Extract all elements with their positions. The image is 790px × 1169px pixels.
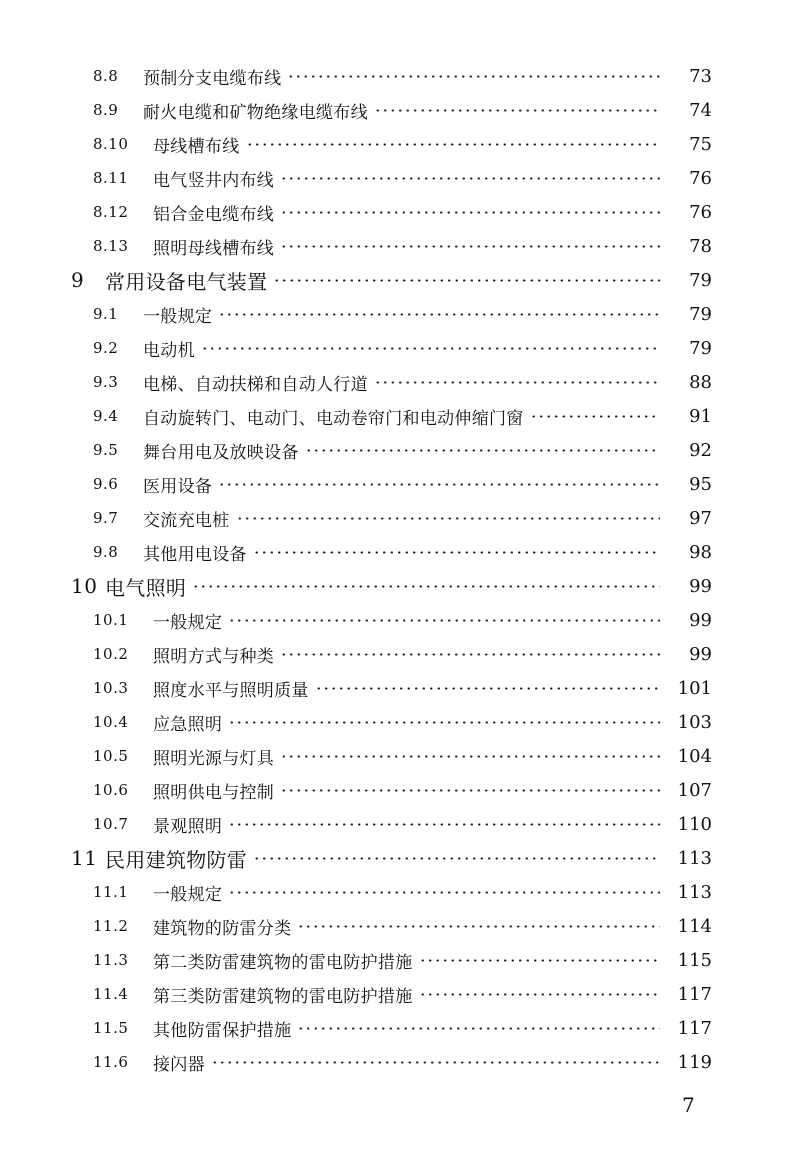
toc-entry-page: 91	[689, 405, 712, 427]
toc-entry-page: 79	[689, 269, 712, 291]
dot-leader	[280, 245, 660, 248]
toc-entry-title: 耐火电缆和矿物绝缘电缆布线	[143, 102, 368, 123]
toc-entry-number: 9.3	[93, 373, 119, 391]
page-number: 7	[682, 1093, 695, 1117]
toc-entry-number: 9	[71, 268, 85, 292]
dot-leader	[218, 313, 660, 316]
toc-entry-title: 电梯、自动扶梯和自动人行道	[143, 374, 368, 395]
toc-entry-number: 11.4	[93, 985, 129, 1003]
toc-entry-title: 电气竖井内布线	[153, 170, 275, 191]
dot-leader	[192, 585, 660, 588]
toc-entry-number: 11	[71, 846, 98, 870]
toc-entry-page: 73	[689, 65, 712, 87]
toc-entry-page: 113	[677, 847, 712, 869]
toc-entry-page: 76	[689, 167, 712, 189]
dot-leader	[253, 551, 660, 554]
toc-entry-number: 9.8	[93, 543, 119, 561]
toc-entry-number: 9.7	[93, 509, 119, 527]
toc-entry-title: 第三类防雷建筑物的雷电防护措施	[153, 986, 413, 1007]
toc-entry-page: 101	[677, 677, 712, 699]
toc-chapter-row[interactable]	[0, 263, 790, 297]
toc-entry-page: 99	[689, 575, 712, 597]
toc-entry-title: 预制分支电缆布线	[143, 68, 282, 89]
toc-section-row[interactable]	[0, 909, 790, 943]
toc-entry-number: 8.11	[93, 169, 129, 187]
toc-entry-page: 119	[677, 1051, 712, 1073]
dot-leader	[280, 755, 660, 758]
toc-entry-page: 92	[689, 439, 712, 461]
toc-entry-number: 10.3	[93, 679, 129, 697]
toc-entry-number: 10.2	[93, 645, 129, 663]
dot-leader	[211, 1061, 660, 1064]
toc-entry-title: 舞台用电及放映设备	[143, 442, 299, 463]
toc-section-row[interactable]	[0, 705, 790, 739]
toc-entry-title: 其他用电设备	[143, 544, 247, 565]
dot-leader	[374, 381, 660, 384]
toc-entry-number: 9.6	[93, 475, 119, 493]
toc-entry-number: 9.2	[93, 339, 119, 357]
dot-leader	[228, 823, 660, 826]
toc-entry-number: 8.10	[93, 135, 129, 153]
toc-entry-page: 78	[689, 235, 712, 257]
toc-entry-title: 医用设备	[143, 476, 213, 497]
toc-chapter-row[interactable]	[0, 569, 790, 603]
toc-entry-number: 10.6	[93, 781, 129, 799]
dot-leader	[201, 347, 660, 350]
toc-entry-title: 铝合金电缆布线	[153, 204, 275, 225]
toc-entry-title: 其他防雷保护措施	[153, 1020, 292, 1041]
toc-entry-title: 一般规定	[153, 612, 223, 633]
toc-section-row[interactable]	[0, 195, 790, 229]
dot-leader	[218, 483, 660, 486]
toc-entry-page: 88	[689, 371, 712, 393]
toc-section-row[interactable]	[0, 1011, 790, 1045]
toc-entry-page: 117	[677, 1017, 712, 1039]
toc-entry-number: 8.9	[93, 101, 119, 119]
toc-section-row[interactable]	[0, 331, 790, 365]
toc-section-row[interactable]	[0, 977, 790, 1011]
toc-entry-title: 电动机	[143, 340, 195, 361]
toc-entry-number: 10.4	[93, 713, 129, 731]
toc-entry-page: 117	[677, 983, 712, 1005]
dot-leader	[297, 1027, 660, 1030]
toc-section-row[interactable]	[0, 59, 790, 93]
toc-entry-title: 照明供电与控制	[153, 782, 275, 803]
toc-entry-page: 76	[689, 201, 712, 223]
toc-section-row[interactable]	[0, 399, 790, 433]
toc-entry-page: 99	[689, 643, 712, 665]
toc-entry-page: 115	[677, 949, 712, 971]
toc-entry-page: 74	[689, 99, 712, 121]
dot-leader	[315, 687, 660, 690]
toc-entry-number: 9.1	[93, 305, 119, 323]
dot-leader	[228, 619, 660, 622]
toc-entry-title: 照明光源与灯具	[153, 748, 275, 769]
toc-entry-page: 95	[689, 473, 712, 495]
toc-entry-title: 第二类防雷建筑物的雷电防护措施	[153, 952, 413, 973]
dot-leader	[305, 449, 660, 452]
toc-section-row[interactable]	[0, 127, 790, 161]
toc-section-row[interactable]	[0, 875, 790, 909]
toc-entry-title: 景观照明	[153, 816, 223, 837]
dot-leader	[228, 721, 660, 724]
toc-entry-title: 常用设备电气装置	[105, 269, 268, 294]
toc-section-row[interactable]	[0, 603, 790, 637]
dot-leader	[419, 993, 661, 996]
toc-entry-title: 一般规定	[153, 884, 223, 905]
toc-entry-title: 接闪器	[153, 1054, 205, 1075]
toc-entry-title: 建筑物的防雷分类	[153, 918, 292, 939]
toc-entry-number: 11.6	[93, 1053, 129, 1071]
dot-leader	[246, 143, 661, 146]
toc-entry-page: 79	[689, 303, 712, 325]
toc-section-row[interactable]	[0, 161, 790, 195]
dot-leader	[419, 959, 661, 962]
toc-chapter-row[interactable]	[0, 841, 790, 875]
toc-section-row[interactable]	[0, 297, 790, 331]
dot-leader	[253, 857, 660, 860]
toc-section-row[interactable]	[0, 501, 790, 535]
toc-entry-page: 113	[677, 881, 712, 903]
toc-entry-page: 98	[689, 541, 712, 563]
dot-leader	[273, 279, 660, 282]
toc-entry-number: 11.1	[93, 883, 129, 901]
toc-section-row[interactable]	[0, 807, 790, 841]
toc-entry-number: 10.1	[93, 611, 129, 629]
toc-entry-title: 一般规定	[143, 306, 213, 327]
toc-entry-page: 114	[677, 915, 712, 937]
toc-section-row[interactable]	[0, 433, 790, 467]
toc-entry-number: 8.12	[93, 203, 129, 221]
toc-section-row[interactable]	[0, 467, 790, 501]
toc-entry-page: 99	[689, 609, 712, 631]
toc-section-row[interactable]	[0, 1045, 790, 1079]
dot-leader	[280, 653, 660, 656]
toc-entry-page: 104	[677, 745, 712, 767]
dot-leader	[280, 211, 660, 214]
toc-entry-title: 自动旋转门、电动门、电动卷帘门和电动伸缩门窗	[143, 408, 524, 429]
toc-entry-page: 79	[689, 337, 712, 359]
toc-entry-title: 电气照明	[105, 575, 187, 600]
toc-entry-number: 11.3	[93, 951, 129, 969]
toc-entry-number: 10	[71, 574, 98, 598]
toc-entry-number: 8.8	[93, 67, 119, 85]
toc-entry-title: 照度水平与照明质量	[153, 680, 309, 701]
dot-leader	[280, 177, 660, 180]
toc-entry-title: 民用建筑物防雷	[105, 847, 248, 872]
toc-entry-title: 照明母线槽布线	[153, 238, 275, 259]
toc-entry-number: 11.5	[93, 1019, 129, 1037]
toc-entry-page: 75	[689, 133, 712, 155]
toc-entry-page: 97	[689, 507, 712, 529]
toc-entry-title: 母线槽布线	[153, 136, 240, 157]
toc-section-row[interactable]	[0, 365, 790, 399]
toc-entry-number: 9.4	[93, 407, 119, 425]
toc-entry-title: 交流充电桩	[143, 510, 230, 531]
toc-entry-number: 8.13	[93, 237, 129, 255]
toc-entry-number: 10.5	[93, 747, 129, 765]
dot-leader	[280, 789, 660, 792]
dot-leader	[297, 925, 660, 928]
dot-leader	[374, 109, 660, 112]
toc-section-row[interactable]	[0, 637, 790, 671]
dot-leader	[530, 415, 660, 418]
dot-leader	[236, 517, 661, 520]
toc-entry-page: 110	[677, 813, 712, 835]
toc-entry-page: 107	[677, 779, 712, 801]
toc-entry-number: 11.2	[93, 917, 129, 935]
toc-section-row[interactable]	[0, 739, 790, 773]
toc-section-row[interactable]	[0, 943, 790, 977]
toc-section-row[interactable]	[0, 535, 790, 569]
toc-section-row[interactable]	[0, 229, 790, 263]
toc-section-row[interactable]	[0, 93, 790, 127]
table-of-contents	[0, 59, 790, 1079]
dot-leader	[287, 75, 660, 78]
dot-leader	[228, 891, 660, 894]
toc-entry-number: 9.5	[93, 441, 119, 459]
toc-entry-page: 103	[677, 711, 712, 733]
toc-section-row[interactable]	[0, 671, 790, 705]
toc-entry-number: 10.7	[93, 815, 129, 833]
toc-entry-title: 应急照明	[153, 714, 223, 735]
toc-entry-title: 照明方式与种类	[153, 646, 275, 667]
toc-section-row[interactable]	[0, 773, 790, 807]
